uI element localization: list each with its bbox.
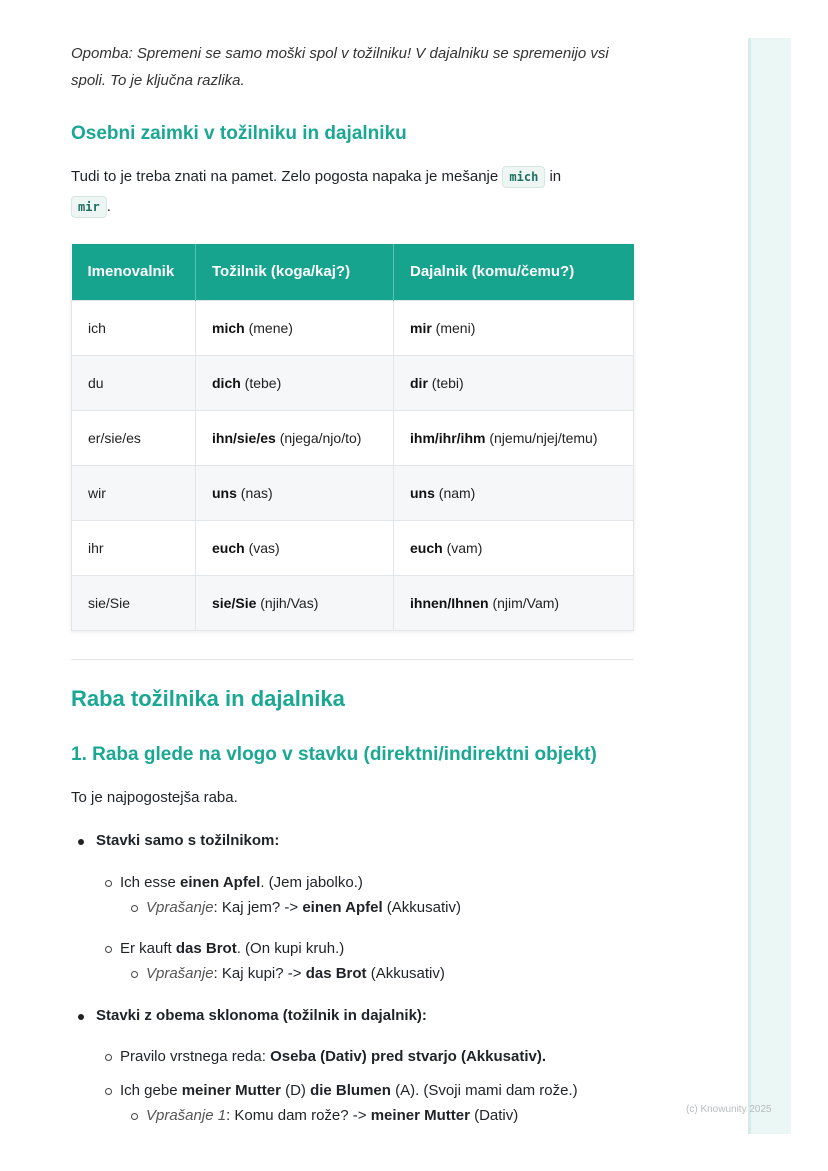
pronoun-table xyxy=(71,244,634,631)
list-item: Stavki samo s tožilnikom: xyxy=(96,832,280,849)
table-row xyxy=(72,410,634,465)
table-row xyxy=(72,520,634,575)
cell-accusative: uns (nas) xyxy=(196,465,394,520)
list-item: Pravilo vrstnega reda: Oseba (Dativ) pred stvarjo (Akkusativ). xyxy=(120,1048,546,1065)
table-header-accusative: Tožilnik (koga/kaj?) xyxy=(196,244,394,300)
cell-accusative: ihn/sie/es (njega/njo/to) xyxy=(196,410,394,465)
list-item: Ich esse einen Apfel. (Jem jabolko.) xyxy=(120,874,363,891)
pronouns-heading: Osebni zaimki v tožilniku in dajalniku xyxy=(71,123,407,144)
usage-intro: To je najpogostejša raba. xyxy=(71,789,238,806)
list-item: Vprašanje: Kaj kupi? -> das Brot (Akkusativ) xyxy=(146,965,445,982)
table-header-nominative: Imenovalnik xyxy=(72,244,196,300)
cell-accusative: sie/Sie (njih/Vas) xyxy=(196,575,394,630)
cell-dative: mir (meni) xyxy=(394,300,634,355)
cell-dative: ihnen/Ihnen (njim/Vam) xyxy=(394,575,634,630)
pronouns-intro: Tudi to je treba znati na pamet. Zelo pogosta napaka je mešanje mich in mir . xyxy=(71,162,634,222)
cell-nominative: du xyxy=(72,355,196,410)
cell-dative: uns (nam) xyxy=(394,465,634,520)
code-mich: mich xyxy=(502,166,545,188)
cell-nominative: wir xyxy=(72,465,196,520)
table-row xyxy=(72,300,634,355)
cell-nominative: ich xyxy=(72,300,196,355)
side-panel xyxy=(748,38,791,1134)
cell-dative: ihm/ihr/ihm (njemu/njej/temu) xyxy=(394,410,634,465)
cell-nominative: er/sie/es xyxy=(72,410,196,465)
list-item: Ich gebe meiner Mutter (D) die Blumen (A). (Svoji mami dam rože.) xyxy=(120,1082,578,1099)
code-mir: mir xyxy=(71,196,107,218)
usage-heading: Raba tožilnika in dajalnika xyxy=(71,686,345,711)
watermark: (c) Knowunity 2025 xyxy=(686,1104,772,1115)
table-row xyxy=(72,355,634,410)
note-text: Opomba: Spremeni se samo moški spol v tožilniku! V dajalniku se spremenijo vsi spoli. To je ključna razlika. xyxy=(71,45,609,89)
cell-accusative: euch (vas) xyxy=(196,520,394,575)
table-row xyxy=(72,465,634,520)
table-header-dative: Dajalnik (komu/čemu?) xyxy=(394,244,634,300)
list-item: Vprašanje: Kaj jem? -> einen Apfel (Akkusativ) xyxy=(146,899,461,916)
cell-accusative: mich (mene) xyxy=(196,300,394,355)
list-item: Vprašanje 1: Komu dam rože? -> meiner Mutter (Dativ) xyxy=(146,1107,519,1124)
list-item: Er kauft das Brot. (On kupi kruh.) xyxy=(120,940,345,957)
cell-nominative: sie/Sie xyxy=(72,575,196,630)
cell-accusative: dich (tebe) xyxy=(196,355,394,410)
table-row xyxy=(72,575,634,630)
usage-subheading: 1. Raba glede na vlogo v stavku (direktni/indirektni objekt) xyxy=(71,744,597,765)
list-item: Stavki z obema sklonoma (tožilnik in dajalnik): xyxy=(96,1007,427,1024)
cell-dative: euch (vam) xyxy=(394,520,634,575)
cell-dative: dir (tebi) xyxy=(394,355,634,410)
section-divider xyxy=(71,659,634,660)
cell-nominative: ihr xyxy=(72,520,196,575)
